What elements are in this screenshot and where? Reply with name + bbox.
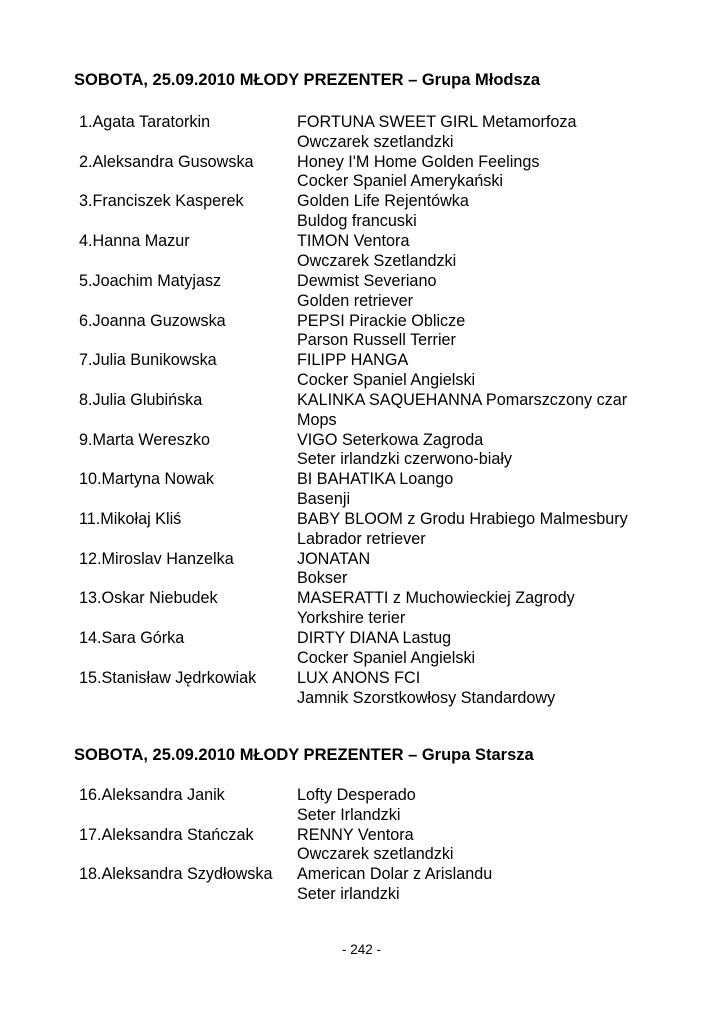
- list-item: [0, 153, 723, 193]
- dog-breed: Seter irlandzki: [297, 885, 400, 904]
- page-number: - 242 -: [341, 942, 382, 957]
- participant-name: 14.Sara Górka: [79, 629, 185, 648]
- list-item: [0, 510, 723, 550]
- list-item: [0, 272, 723, 312]
- dog-breed: Owczarek szetlandzki: [297, 845, 454, 864]
- dog-info: [297, 113, 576, 153]
- dog-info: [297, 629, 475, 669]
- list-item: [0, 589, 723, 629]
- dog-info: [297, 391, 627, 431]
- dog-name: Honey I'M Home Golden Feelings: [297, 152, 540, 171]
- participant-name: 12.Miroslav Hanzelka: [79, 549, 234, 568]
- dog-breed: Mops: [297, 410, 337, 429]
- dog-name: DIRTY DIANA Lastug: [297, 629, 452, 648]
- list-item: [0, 391, 723, 431]
- list-item: [0, 351, 723, 391]
- participant-name: 4.Hanna Mazur: [79, 232, 190, 251]
- dog-name: KALINKA SAQUEHANNA Pomarszczony czar: [297, 390, 628, 409]
- participant-name: 11.Mikołaj Kliś: [79, 510, 182, 528]
- list-item: [0, 865, 723, 905]
- list-item: [0, 550, 723, 590]
- dog-breed: Owczarek Szetlandzki: [297, 251, 457, 270]
- list-item: [0, 470, 723, 510]
- dog-info: [297, 312, 465, 352]
- participant-name: 15.Stanisław Jędrkowiak: [79, 668, 257, 687]
- dog-name: BABY BLOOM z Grodu Hrabiego Malmesbury: [297, 510, 628, 528]
- dog-breed: Labrador retriever: [297, 529, 426, 548]
- dog-info: [297, 589, 575, 629]
- list-item: [0, 629, 723, 669]
- participant-name: 16.Aleksandra Janik: [79, 786, 225, 804]
- dog-breed: Seter irlandzki czerwono-biały: [297, 450, 513, 469]
- dog-name: FORTUNA SWEET GIRL Metamorfoza: [297, 113, 577, 131]
- dog-name: VIGO Seterkowa Zagroda: [297, 430, 484, 449]
- dog-breed: Bokser: [297, 569, 348, 588]
- list-item: [0, 312, 723, 352]
- dog-breed: Cocker Spaniel Angielski: [297, 370, 476, 389]
- dog-info: [297, 470, 453, 510]
- dog-info: [297, 431, 512, 471]
- dog-name: Dewmist Severiano: [297, 271, 437, 290]
- dog-name: PEPSI Pirackie Oblicze: [297, 311, 466, 330]
- dog-name: FILIPP HANGA: [297, 351, 409, 370]
- dog-name: TIMON Ventora: [297, 232, 410, 251]
- dog-name: Lofty Desperado: [297, 786, 416, 804]
- participant-name: 3.Franciszek Kasperek: [79, 192, 244, 211]
- dog-info: [297, 232, 456, 272]
- dog-name: American Dolar z Arislandu: [297, 865, 493, 884]
- participant-name: 6.Joanna Guzowska: [79, 311, 226, 330]
- list-item: [0, 192, 723, 232]
- dog-breed: Basenji: [297, 490, 351, 509]
- dog-breed: Parson Russell Terrier: [297, 331, 456, 350]
- participant-name: 18.Aleksandra Szydłowska: [79, 865, 273, 884]
- dog-name: JONATAN: [297, 549, 371, 568]
- dog-breed: Buldog francuski: [297, 212, 417, 231]
- dog-info: [297, 669, 555, 709]
- dog-name: MASERATTI z Muchowieckiej Zagrody: [297, 589, 575, 608]
- list-item: [0, 431, 723, 471]
- dog-info: [297, 351, 475, 391]
- dog-info: [297, 272, 436, 312]
- dog-breed: Cocker Spaniel Amerykański: [297, 172, 504, 191]
- dog-info: [297, 786, 416, 826]
- dog-breed: Owczarek szetlandzki: [297, 132, 454, 151]
- participant-name: 10.Martyna Nowak: [79, 470, 214, 489]
- dog-breed: Golden retriever: [297, 291, 414, 310]
- dog-name: RENNY Ventora: [297, 825, 414, 844]
- dog-name: BI BAHATIKA Loango: [297, 470, 454, 489]
- participant-name: 17.Aleksandra Stańczak: [79, 825, 254, 844]
- participant-name: 5.Joachim Matyjasz: [79, 271, 222, 290]
- participant-name: 1.Agata Taratorkin: [79, 113, 211, 131]
- list-item: [0, 232, 723, 272]
- dog-breed: Yorkshire terier: [297, 609, 406, 628]
- section-title-younger: SOBOTA, 25.09.2010 MŁODY PREZENTER – Grupa Młodsza: [74, 71, 541, 89]
- dog-name: LUX ANONS FCI: [297, 668, 421, 687]
- dog-breed: Cocker Spaniel Angielski: [297, 648, 476, 667]
- dog-info: [297, 153, 539, 193]
- list-item: [0, 826, 723, 866]
- dog-info: [297, 510, 628, 550]
- list-item: [0, 669, 723, 709]
- dog-name: Golden Life Rejentówka: [297, 192, 469, 211]
- dog-breed: Jamnik Szorstkowłosy Standardowy: [297, 688, 556, 707]
- section-title-older: SOBOTA, 25.09.2010 MŁODY PREZENTER – Grupa Starsza: [74, 746, 534, 764]
- dog-info: [297, 192, 469, 232]
- list-item: [0, 786, 723, 826]
- list-item: [0, 113, 723, 153]
- participant-name: 7.Julia Bunikowska: [79, 351, 217, 370]
- participant-name: 2.Aleksandra Gusowska: [79, 152, 254, 171]
- participant-name: 8.Julia Glubińska: [79, 390, 203, 409]
- dog-info: [297, 865, 492, 905]
- dog-breed: Seter Irlandzki: [297, 805, 401, 824]
- participant-name: 9.Marta Wereszko: [79, 430, 211, 449]
- dog-info: [297, 550, 370, 590]
- participant-name: 13.Oskar Niebudek: [79, 589, 218, 608]
- dog-info: [297, 826, 454, 866]
